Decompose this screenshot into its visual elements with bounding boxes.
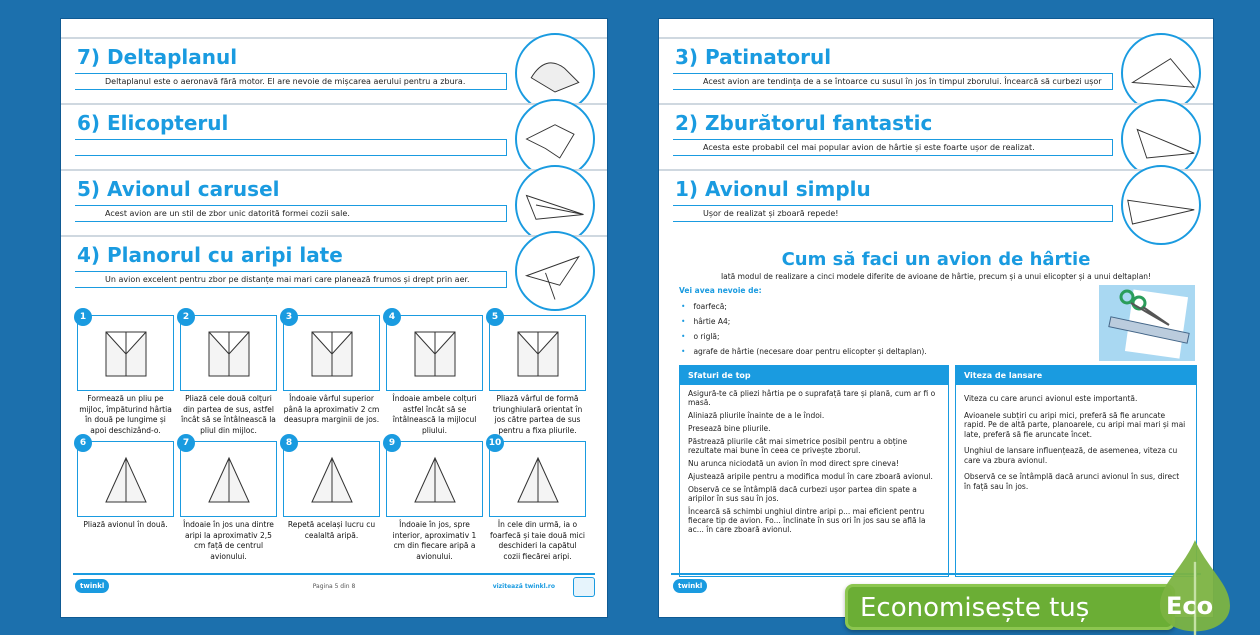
list-item: • agrafe de hârtie (necesare doar pentru elicopter și deltaplan). [681,347,927,356]
step-number: 7 [177,434,195,452]
tips-panel [679,365,949,577]
section-elicopter [61,103,607,173]
section-title: 7) Deltaplanul [77,45,238,69]
folding-diagram-icon [304,454,360,506]
step-number: 3 [280,308,298,326]
section-carusel [61,169,607,239]
step-illustration [77,312,174,391]
folding-diagram-icon [407,328,463,380]
scissors-ruler-image [1099,285,1195,361]
step-10 [488,438,586,562]
section-planor [61,235,607,315]
eco-banner-text: Economisește tuș [860,593,1090,623]
step-text: Îndoaie în jos una dintre aripi la aproximativ 2,5 cm față de centrul avionului. [183,520,274,561]
section-description [75,139,507,156]
step-8 [283,438,380,541]
section-description: Deltaplanul este o aeronavă fără motor. El are nevoie de mișcarea aerului pentru a zbura. [75,73,507,90]
step-5 [489,312,586,436]
tips-item: Observă ce se întâmplă dacă curbezi ușor partea din spate a aripilor în sus sau în jos. [688,485,917,503]
step-text: Îndoaie ambele colțuri astfel încât să se întâlnească la mijlocul pliului. [392,394,477,435]
step-text: Îndoaie în jos, spre interior, aproximativ 1 cm din fiecare aripă a avionului. [392,520,477,561]
list-item: • foarfecă; [681,302,927,311]
folding-diagram-icon [510,328,566,380]
eco-banner[interactable] [845,584,1175,630]
step-number: 8 [280,434,298,452]
step-illustration [489,312,586,391]
section-title: 3) Patinatorul [675,45,832,69]
step-2 [180,312,277,436]
section-title: 1) Avionul simplu [675,177,871,201]
step-text: În cele din urmă, ia o foarfecă și taie două mici deschideri la capătul cozii fiecărei aripi. [490,520,585,561]
step-number: 9 [383,434,401,452]
twinkl-logo: twinkl [673,579,707,593]
tips-item: Păstrează pliurile cât mai simetrice posibil pentru a obține rezultate mai bune în ceea ce privește zborul. [688,437,908,455]
section-description: Acest avion are un stil de zbor unic datorită formei cozii sale. [75,205,507,222]
panel-title: Viteza de lansare [956,366,1196,385]
section-description: Acest avion are tendința de a se întoarce cu susul în jos în timpul zborului. Încearcă să curbezi ușor [673,73,1113,90]
section-simplu [659,169,1213,239]
step-illustration [488,438,586,517]
folding-diagram-icon [304,328,360,380]
glider-plane-image [515,231,595,311]
section-description: Un avion excelent pentru zbor pe distanțe mai mari care planează frumos și drept prin aer. [75,271,507,288]
list-item: • hârtie A4; [681,317,927,326]
eco-badge-text: Eco [1166,592,1214,620]
step-7 [180,438,277,562]
page-title: Cum să faci un avion de hârtie [781,249,1091,270]
section-description: Acesta este probabil cel mai popular avion de hârtie și este foarte ușor de realizat. [673,139,1113,156]
section-deltaplan [61,37,607,107]
step-1 [77,312,174,436]
folding-diagram-icon [201,454,257,506]
tips-item: Ajustează aripile pentru a modifica modul în care zboară avionul. [688,472,933,481]
materials-heading: Vei avea nevoie de: [679,286,762,295]
twinkl-logo: twinkl [75,579,109,593]
step-illustration [180,438,277,517]
folding-diagram-icon [407,454,463,506]
step-text: Pliază cele două colțuri din partea de sus, astfel încât să se întâlnească la pliul din mijloc. [181,394,276,435]
section-description: Ușor de realizat și zboară repede! [673,205,1113,222]
folding-diagram-icon [98,328,154,380]
website-link[interactable]: vizitează twinkl.ro [492,583,555,590]
step-number: 10 [486,434,504,452]
speed-item: Unghiul de lansare influențează, de asemenea, viteza cu care va zbura avionul. [964,446,1178,465]
step-9 [386,438,483,562]
step-text: Îndoaie vârful superior până la aproximativ 2 cm deasupra marginii de jos. [283,394,380,424]
section-patinator [659,37,1213,107]
step-text: Pliază avionul în două. [83,520,168,529]
step-illustration [180,312,277,391]
speed-item: Avioanele subțiri cu aripi mici, preferă să fie aruncate rapid. Pe de altă parte, planoarele, cu aripi mai mari și mai late, preferă să fie aruncate încet. [964,410,1186,439]
section-title: 4) Planorul cu aripi late [77,243,343,267]
step-illustration [77,438,174,517]
right-page [658,18,1214,618]
section-title: 2) Zburătorul fantastic [675,111,933,135]
page-number: Pagina 5 din 8 [312,583,356,590]
materials-list [681,302,927,362]
intro-text: Iată modul de realizare a cinci modele diferite de avioane de hârtie, precum și a unui elicopter și a unui deltaplan! [720,272,1152,281]
step-illustration [283,312,380,391]
step-3 [283,312,380,426]
folding-diagram-icon [98,454,154,506]
page-footer [73,573,595,597]
tips-item: Nu arunca niciodată un avion în mod direct spre cineva! [688,459,899,468]
step-number: 6 [74,434,92,452]
step-number: 1 [74,308,92,326]
list-item: • o riglă; [681,332,927,341]
step-number: 2 [177,308,195,326]
section-zburator [659,103,1213,173]
step-6 [77,438,174,531]
step-illustration [386,312,483,391]
left-page [60,18,608,618]
speed-item: Observă ce se întâmplă dacă arunci avionul în sus, direct în față sau în jos. [964,472,1180,491]
leaf-icon [1160,540,1230,635]
step-illustration [386,438,483,517]
step-text: Repetă același lucru cu cealaltă aripă. [287,520,376,540]
simple-plane-image [1121,165,1201,245]
tips-item: Presează bine pliurile. [688,424,771,433]
step-number: 4 [383,308,401,326]
step-4 [386,312,483,436]
quality-badge-icon [573,577,595,597]
section-title: 6) Elicopterul [77,111,229,135]
section-title: 5) Avionul carusel [77,177,280,201]
step-illustration [283,438,380,517]
folding-diagram-icon [201,328,257,380]
step-text: Pliază vârful de formă triunghiulară orientat în jos către partea de sus pentru a fixa pliurile. [492,394,583,435]
speed-item: Viteza cu care arunci avionul este importantă. [964,394,1138,403]
tips-item: Asigură-te că pliezi hârtia pe o suprafață tare și plană, cum ar fi o masă. [688,389,936,407]
tips-item: Încearcă să schimbi unghiul dintre aripi p... mai eficient pentru fiecare tip de avion. Fo... înclinate în sus ori în jos sau se află la ac... în care zboară avionul. [688,507,926,534]
folding-diagram-icon [510,454,566,506]
panel-title: Sfaturi de top [680,366,948,385]
tips-item: Aliniază pliurile înainte de a le îndoi. [688,411,825,420]
step-number: 5 [486,308,504,326]
step-text: Formează un pliu pe mijloc, împăturind hârtia în două pe lungime și apoi deschizând-o. [79,394,172,435]
